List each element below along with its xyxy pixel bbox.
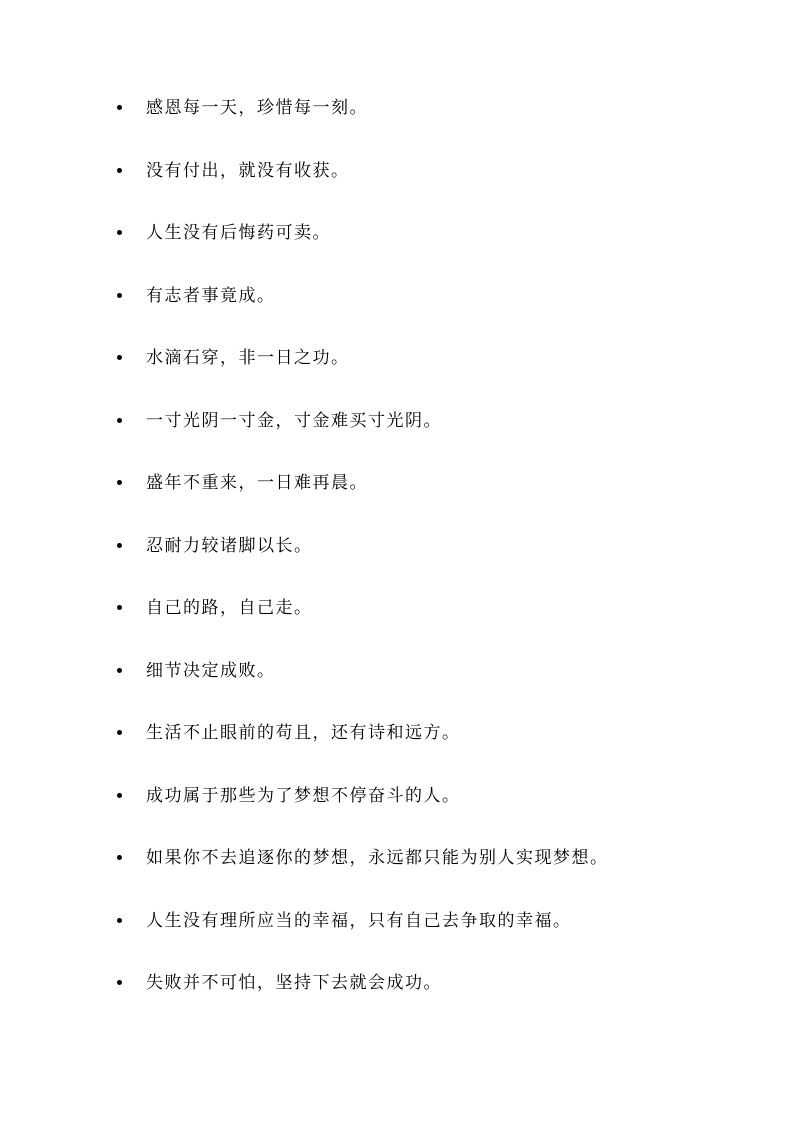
bullet-icon — [117, 605, 122, 610]
list-item-text: 水滴石穿，非一日之功。 — [146, 348, 350, 368]
list-item — [0, 905, 800, 968]
list-item — [0, 530, 800, 593]
list-item-text: 一寸光阴一寸金，寸金难买寸光阴。 — [146, 410, 442, 431]
bullet-icon — [117, 668, 122, 673]
list-item-text: 自己的路，自己走。 — [146, 598, 313, 618]
bullet-icon — [117, 730, 122, 735]
list-item — [0, 655, 800, 718]
list-item-text: 盛年不重来，一日难再晨。 — [146, 473, 368, 493]
quote-list — [0, 92, 800, 1030]
bullet-icon — [117, 418, 122, 423]
list-item — [0, 467, 800, 530]
list-item — [0, 92, 800, 155]
list-item-text: 生活不止眼前的苟且，还有诗和远方。 — [146, 723, 461, 743]
list-item-text: 细节决定成败。 — [146, 660, 276, 681]
list-item-text: 感恩每一天，珍惜每一刻。 — [146, 98, 368, 118]
list-item-text: 人生没有后悔药可卖。 — [146, 223, 331, 243]
bullet-icon — [117, 980, 122, 985]
list-item — [0, 217, 800, 280]
bullet-icon — [117, 855, 122, 860]
bullet-icon — [117, 105, 122, 110]
list-item-text: 有志者事竟成。 — [146, 285, 276, 306]
list-item-text: 没有付出，就没有收获。 — [146, 160, 350, 181]
bullet-icon — [117, 230, 122, 235]
list-item — [0, 155, 800, 218]
list-item — [0, 280, 800, 343]
bullet-icon — [117, 480, 122, 485]
list-item — [0, 592, 800, 655]
list-item-text: 成功属于那些为了梦想不停奋斗的人。 — [146, 785, 461, 806]
bullet-icon — [117, 543, 122, 548]
bullet-icon — [117, 168, 122, 173]
bullet-icon — [117, 293, 122, 298]
list-item-text: 忍耐力较诸脚以长。 — [146, 535, 313, 556]
list-item-text: 失败并不可怕，坚持下去就会成功。 — [146, 973, 442, 993]
list-item — [0, 967, 800, 1030]
bullet-icon — [117, 793, 122, 798]
list-item-text: 如果你不去追逐你的梦想，永远都只能为别人实现梦想。 — [146, 848, 609, 868]
list-item — [0, 717, 800, 780]
list-item — [0, 780, 800, 843]
list-item-text: 人生没有理所应当的幸福，只有自己去争取的幸福。 — [146, 910, 572, 931]
bullet-icon — [117, 918, 122, 923]
list-item — [0, 842, 800, 905]
bullet-icon — [117, 355, 122, 360]
list-item — [0, 342, 800, 405]
list-item — [0, 405, 800, 468]
